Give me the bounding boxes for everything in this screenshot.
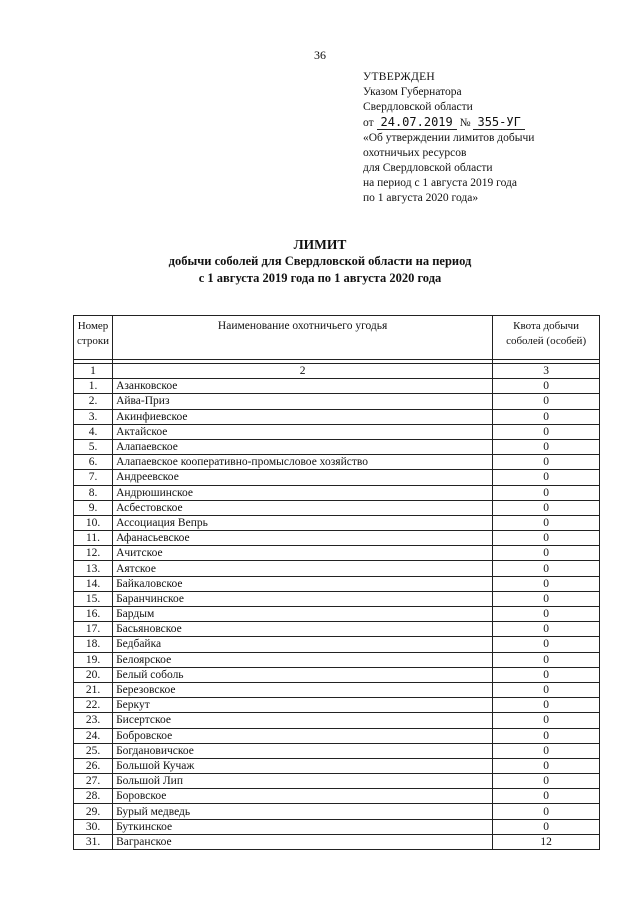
- ground-name: Андрюшинское: [113, 485, 493, 500]
- row-number: 19.: [74, 652, 113, 667]
- title-line-3: с 1 августа 2019 года по 1 августа 2020 года: [198, 271, 442, 285]
- page-number: 36: [314, 48, 326, 62]
- ground-name: Акинфиевское: [113, 409, 493, 424]
- quota-value: 0: [493, 591, 600, 606]
- quota-value: 0: [493, 698, 600, 713]
- ground-name: Бисертское: [113, 713, 493, 728]
- ground-name: Белоярское: [113, 652, 493, 667]
- quota-value: 0: [493, 546, 600, 561]
- table-row: [74, 789, 600, 804]
- quota-value: 0: [493, 500, 600, 515]
- table-row: [74, 485, 600, 500]
- quota-value: 0: [493, 682, 600, 697]
- column-index-row: [74, 364, 600, 379]
- row-number: 16.: [74, 607, 113, 622]
- quota-value: 0: [493, 379, 600, 394]
- title-main: ЛИМИТ: [293, 237, 347, 252]
- table-row: [74, 774, 600, 789]
- ground-name: Большой Лип: [113, 774, 493, 789]
- limits-table: [73, 315, 600, 850]
- quota-value: 0: [493, 743, 600, 758]
- table-row: [74, 637, 600, 652]
- quota-value: 0: [493, 713, 600, 728]
- approval-subject-line: на период с 1 августа 2019 года: [363, 177, 517, 189]
- document-title: [0, 236, 640, 287]
- table-row: [74, 607, 600, 622]
- quota-value: 0: [493, 455, 600, 470]
- quota-value: 0: [493, 439, 600, 454]
- quota-value: 0: [493, 576, 600, 591]
- table-row: [74, 819, 600, 834]
- ground-name: Басьяновское: [113, 622, 493, 637]
- table-row: [74, 576, 600, 591]
- row-number: 7.: [74, 470, 113, 485]
- table-row: [74, 758, 600, 773]
- table-row: [74, 439, 600, 454]
- header-number-line-1: Номер: [77, 320, 109, 332]
- row-number: 27.: [74, 774, 113, 789]
- row-number: 26.: [74, 758, 113, 773]
- table-row: [74, 698, 600, 713]
- table-row: [74, 515, 600, 530]
- quota-value: 0: [493, 424, 600, 439]
- ground-name: Ассоциация Вепрь: [113, 515, 493, 530]
- quota-value: 0: [493, 607, 600, 622]
- column-index-2: 2: [113, 364, 493, 379]
- column-index-3: 3: [493, 364, 600, 379]
- title-line-2: добычи соболей для Свердловской области на период: [168, 254, 472, 268]
- approval-line-1: Указом Губернатора: [363, 86, 462, 98]
- quota-value: 0: [493, 652, 600, 667]
- table-row: [74, 424, 600, 439]
- ground-name: Беркут: [113, 698, 493, 713]
- column-index-1: 1: [74, 364, 113, 379]
- table-row: [74, 470, 600, 485]
- approval-subject-line: для Свердловской области: [363, 162, 493, 174]
- approval-date: 24.07.2019: [377, 115, 457, 130]
- quota-value: 12: [493, 834, 600, 849]
- row-number: 10.: [74, 515, 113, 530]
- row-number: 9.: [74, 500, 113, 515]
- header-quota-line-2: соболей (особей): [506, 335, 587, 347]
- row-number: 25.: [74, 743, 113, 758]
- row-number: 14.: [74, 576, 113, 591]
- ground-name: Асбестовское: [113, 500, 493, 515]
- ground-name: Баранчинское: [113, 591, 493, 606]
- header-quota-line-1: Квота добычи: [513, 320, 580, 332]
- table-row: [74, 667, 600, 682]
- table-row: [74, 713, 600, 728]
- approval-from-prefix: от: [363, 117, 374, 129]
- table-row: [74, 379, 600, 394]
- row-number: 21.: [74, 682, 113, 697]
- quota-value: 0: [493, 728, 600, 743]
- table-row: [74, 409, 600, 424]
- table-row: [74, 531, 600, 546]
- ground-name: Андреевское: [113, 470, 493, 485]
- ground-name: Байкаловское: [113, 576, 493, 591]
- row-number: 28.: [74, 789, 113, 804]
- row-number: 23.: [74, 713, 113, 728]
- row-number: 24.: [74, 728, 113, 743]
- ground-name: Ачитское: [113, 546, 493, 561]
- header-ground-name: Наименование охотничьего угодья: [113, 316, 493, 360]
- ground-name: Белый соболь: [113, 667, 493, 682]
- ground-name: Богдановичское: [113, 743, 493, 758]
- approval-block: [363, 70, 603, 206]
- ground-name: Актайское: [113, 424, 493, 439]
- row-number: 30.: [74, 819, 113, 834]
- approval-subject: [363, 131, 603, 206]
- approval-number: 355-УГ: [473, 115, 524, 130]
- quota-value: 0: [493, 470, 600, 485]
- table-body: [74, 379, 600, 850]
- ground-name: Азанковское: [113, 379, 493, 394]
- quota-value: 0: [493, 804, 600, 819]
- ground-name: Аятское: [113, 561, 493, 576]
- ground-name: Афанасьевское: [113, 531, 493, 546]
- table-row: [74, 546, 600, 561]
- ground-name: Бурый медведь: [113, 804, 493, 819]
- ground-name: Алапаевское кооперативно-промысловое хозяйство: [113, 455, 493, 470]
- row-number: 29.: [74, 804, 113, 819]
- table-row: [74, 394, 600, 409]
- row-number: 8.: [74, 485, 113, 500]
- row-number: 3.: [74, 409, 113, 424]
- approval-number-prefix: №: [459, 117, 471, 129]
- row-number: 17.: [74, 622, 113, 637]
- row-number: 20.: [74, 667, 113, 682]
- header-quota: [493, 316, 600, 360]
- ground-name: Вагранское: [113, 834, 493, 849]
- quota-value: 0: [493, 789, 600, 804]
- approval-date-line: [363, 115, 603, 131]
- row-number: 31.: [74, 834, 113, 849]
- quota-value: 0: [493, 637, 600, 652]
- row-number: 22.: [74, 698, 113, 713]
- row-number: 1.: [74, 379, 113, 394]
- ground-name: Бардым: [113, 607, 493, 622]
- quota-value: 0: [493, 409, 600, 424]
- approval-subject-line: охотничьих ресурсов: [363, 147, 467, 159]
- table-row: [74, 728, 600, 743]
- row-number: 13.: [74, 561, 113, 576]
- quota-value: 0: [493, 774, 600, 789]
- table-row: [74, 804, 600, 819]
- approval-subject-line: по 1 августа 2020 года»: [363, 192, 479, 204]
- table-row: [74, 561, 600, 576]
- ground-name: Бобровское: [113, 728, 493, 743]
- row-number: 15.: [74, 591, 113, 606]
- table-row: [74, 652, 600, 667]
- table-row: [74, 743, 600, 758]
- row-number: 11.: [74, 531, 113, 546]
- approval-subject-line: «Об утверждении лимитов добычи: [363, 132, 535, 144]
- row-number: 4.: [74, 424, 113, 439]
- table-row: [74, 682, 600, 697]
- ground-name: Буткинское: [113, 819, 493, 834]
- quota-value: 0: [493, 485, 600, 500]
- row-number: 12.: [74, 546, 113, 561]
- ground-name: Березовское: [113, 682, 493, 697]
- quota-value: 0: [493, 667, 600, 682]
- quota-value: 0: [493, 819, 600, 834]
- quota-value: 0: [493, 394, 600, 409]
- table-row: [74, 500, 600, 515]
- quota-value: 0: [493, 758, 600, 773]
- ground-name: Айва-Приз: [113, 394, 493, 409]
- ground-name: Боровское: [113, 789, 493, 804]
- quota-value: 0: [493, 561, 600, 576]
- row-number: 6.: [74, 455, 113, 470]
- ground-name: Бедбайка: [113, 637, 493, 652]
- ground-name: Большой Кучаж: [113, 758, 493, 773]
- table-header-row: [74, 316, 600, 360]
- table-row: [74, 455, 600, 470]
- quota-value: 0: [493, 531, 600, 546]
- table-row: [74, 834, 600, 849]
- ground-name: Алапаевское: [113, 439, 493, 454]
- quota-value: 0: [493, 622, 600, 637]
- row-number: 5.: [74, 439, 113, 454]
- table-row: [74, 591, 600, 606]
- row-number: 18.: [74, 637, 113, 652]
- header-number-line-2: строки: [77, 335, 110, 347]
- row-number: 2.: [74, 394, 113, 409]
- table-row: [74, 622, 600, 637]
- header-row-number: [74, 316, 113, 360]
- approval-line-2: Свердловской области: [363, 101, 473, 113]
- quota-value: 0: [493, 515, 600, 530]
- approval-status: УТВЕРЖДЕН: [363, 71, 436, 83]
